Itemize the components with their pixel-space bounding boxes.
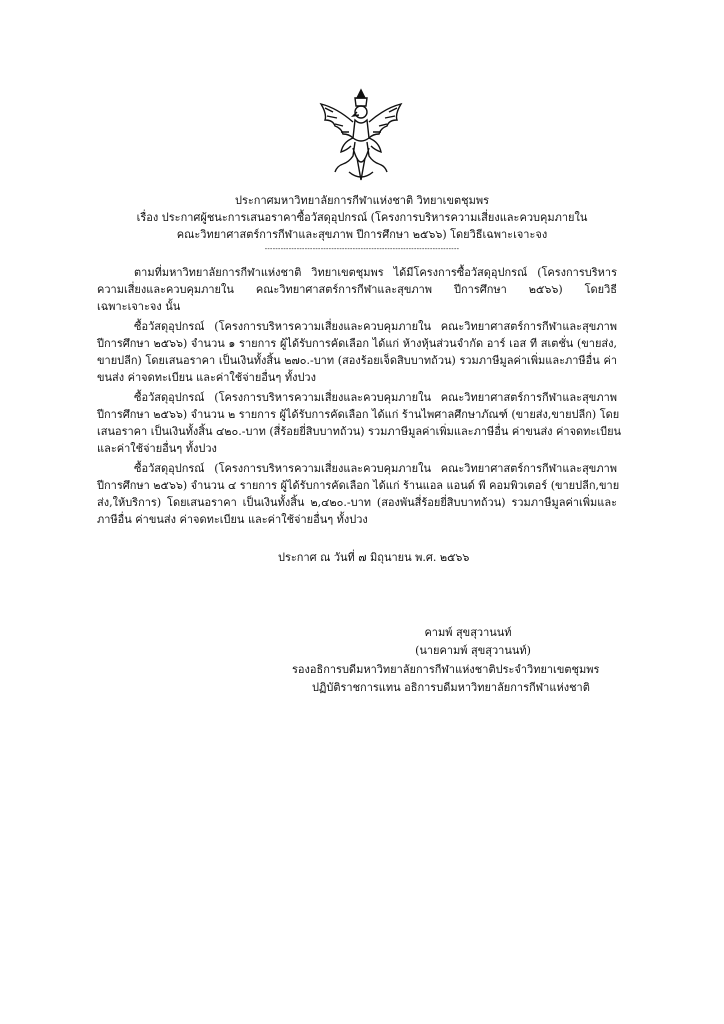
award-2-line-4: และค่าใช้จ่ายอื่นๆ ทั้งปวง	[97, 442, 217, 455]
award-2-line-1: ซื้อวัสดุอุปกรณ์ (โครงการบริหารความเสี่ยงและควบคุมภายใน คณะวิทยาศาสตร์การกีฬาและสุขภาพ	[134, 391, 617, 404]
award-3-line-1: ซื้อวัสดุอุปกรณ์ (โครงการบริหารความเสี่ยงและควบคุมภายใน คณะวิทยาศาสตร์การกีฬาและสุขภาพ	[134, 462, 617, 475]
award-3-line-2: ปีการศึกษา ๒๕๖๖) จำนวน ๔ รายการ ผู้ได้รับการคัดเลือก ได้แก่ ร้านแอล แอนด์ พี คอมพิวเตอร์ (ขายปลีก,ขาย	[97, 479, 620, 492]
intro-line-3: เฉพาะเจาะจง นั้น	[97, 300, 181, 313]
printed-name: (นายคามพ์ สุขสุวานนท์)	[415, 644, 531, 657]
award-1-line-1: ซื้อวัสดุอุปกรณ์ (โครงการบริหารความเสี่ยงและควบคุมภายใน คณะวิทยาศาสตร์การกีฬาและสุขภาพ	[134, 320, 617, 333]
award-3-line-4: ภาษีอื่น ค่าขนส่ง ค่าจดทะเบียน และค่าใช้จ่ายอื่นๆ ทั้งปวง	[97, 513, 368, 526]
award-2-line-2: ปีการศึกษา ๒๕๖๖) จำนวน ๒ รายการ ผู้ได้รับการคัดเลือก ได้แก่ ร้านไพศาลศึกษาภัณฑ์ (ขายส่ง,ขายปลีก) โดย	[97, 408, 620, 421]
announcement-title: ประกาศมหาวิทยาลัยการกีฬาแห่งชาติ วิทยาเขตชุมพร	[235, 194, 489, 207]
subject-line-1: เรื่อง ประกาศผู้ชนะการเสนอราคาซื้อวัสดุอุปกรณ์ (โครงการบริหารความเสี่ยงและควบคุมภายใน	[136, 211, 588, 224]
intro-line-1: ตามที่มหาวิทยาลัยการกีฬาแห่งชาติ วิทยาเขตชุมพร ได้มีโครงการซื้อวัสดุอุปกรณ์ (โครงการบริหาร	[134, 266, 617, 279]
award-3-line-3: ส่ง,ให้บริการ) โดยเสนอราคา เป็นเงินทั้งสิ้น ๒,๔๒๐.-บาท (สองพันสี่ร้อยยี่สิบบาทถ้วน) รวมภาษีมูลค่าเพิ่มและ	[97, 496, 617, 509]
award-1-line-2: ปีการศึกษา ๒๕๖๖) จำนวน ๑ รายการ ผู้ได้รับการคัดเลือก ได้แก่ ห้างหุ้นส่วนจำกัด อาร์ เอส ที สเตชั่น (ขายส่ง,	[97, 337, 617, 350]
signature-name: คามพ์ สุขสุวานนท์	[424, 626, 512, 639]
award-1-line-3: ขายปลีก) โดยเสนอราคา เป็นเงินทั้งสิ้น ๒๗๐.-บาท (สองร้อยเจ็ดสิบบาทถ้วน) รวมภาษีมูลค่าเพิ่มและภาษีอื่น ค่า	[97, 354, 617, 367]
position-line-2: ปฏิบัติราชการแทน อธิการบดีมหาวิทยาลัยการกีฬาแห่งชาติ	[312, 681, 590, 694]
announce-date: ประกาศ ณ วันที่ ๗ มิถุนายน พ.ศ. ๒๕๖๖	[278, 551, 470, 564]
subject-line-2: คณะวิทยาศาสตร์การกีฬาและสุขภาพ ปีการศึกษา ๒๕๖๖) โดยวิธีเฉพาะเจาะจง	[176, 228, 548, 241]
intro-line-2: ความเสี่ยงและควบคุมภายใน คณะวิทยาศาสตร์การกีฬาและสุขภาพ ปีการศึกษา ๒๕๖๖) โดยวิธี	[97, 283, 617, 296]
position-line-1: รองอธิการบดีมหาวิทยาลัยการกีฬาแห่งชาติประจำวิทยาเขตชุมพร	[292, 663, 600, 676]
award-1-line-4: ขนส่ง ค่าจดทะเบียน และค่าใช้จ่ายอื่นๆ ทั้งปวง	[97, 371, 316, 384]
garuda-emblem-icon	[313, 86, 409, 184]
award-2-line-3: เสนอราคา เป็นเงินทั้งสิ้น ๔๒๐.-บาท (สี่ร้อยยี่สิบบาทถ้วน) รวมภาษีมูลค่าเพิ่มและภาษีอื่น ค่าขนส่ง ค่าจดทะเบียน	[97, 425, 622, 438]
separator-line: -------------------------------------------------------------------------	[264, 245, 460, 253]
